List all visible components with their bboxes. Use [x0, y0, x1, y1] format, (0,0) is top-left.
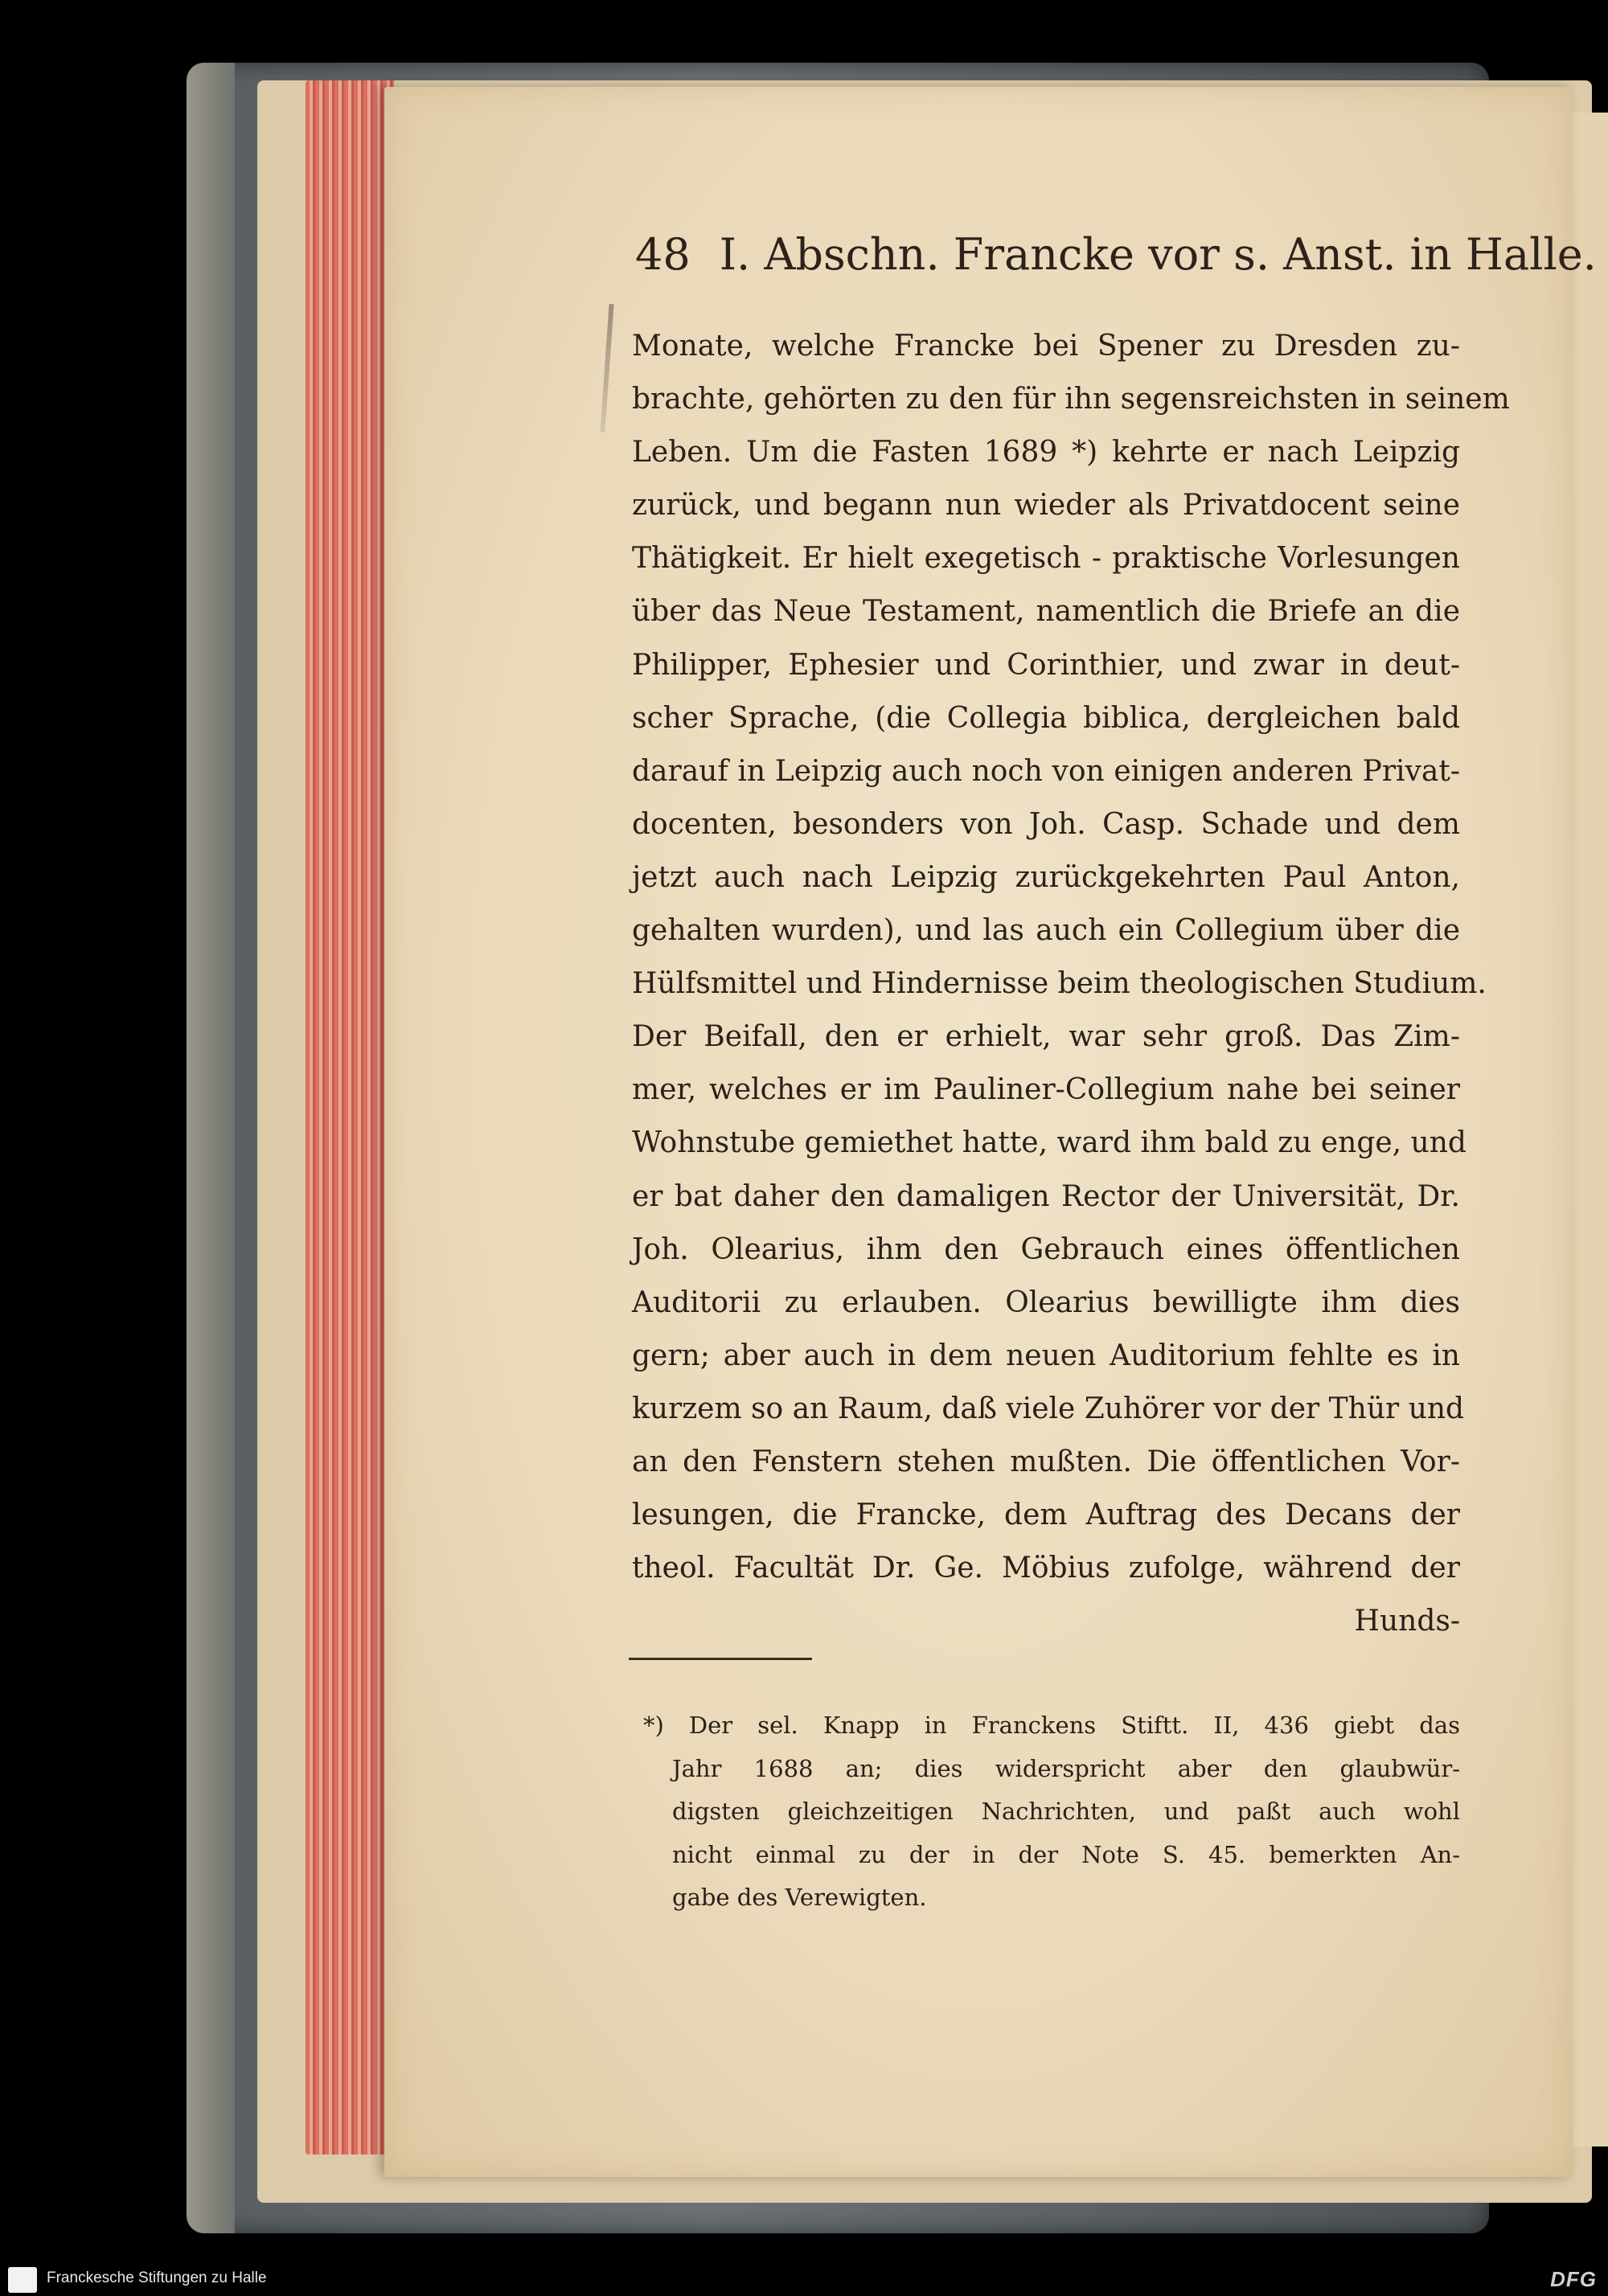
- text-line: Joh. Olearius, ihm den Gebrauch eines öffentlichen: [632, 1232, 1460, 1266]
- footnote-line: Jahr 1688 an; dies widerspricht aber den glaubwür-: [672, 1754, 1460, 1782]
- text-line: darauf in Leipzig auch noch von einigen anderen Privat-: [632, 754, 1460, 788]
- text-line: scher Sprache, (die Collegia biblica, dergleichen bald: [632, 701, 1460, 735]
- page-number: 48: [635, 229, 691, 280]
- text-line: jetzt auch nach Leipzig zurückgekehrten Paul Anton,: [632, 860, 1460, 894]
- footnote-line: nicht einmal zu der in der Note S. 45. bemerkten An-: [672, 1840, 1460, 1868]
- text-line: über das Neue Testament, namentlich die Briefe an die: [632, 595, 1460, 629]
- francke-foundation-logo-icon: [8, 2267, 37, 2293]
- text-line: lesungen, die Francke, dem Auftrag des Decans der: [632, 1499, 1460, 1532]
- red-page-edges: [306, 80, 394, 2155]
- text-line: er bat daher den damaligen Rector der Universität, Dr.: [632, 1179, 1460, 1213]
- text-line: Monate, welche Francke bei Spener zu Dresden zu-: [632, 330, 1460, 363]
- text-line: docenten, besonders von Joh. Casp. Schade und dem: [632, 807, 1460, 841]
- dfg-logo: DFG: [1550, 2267, 1597, 2291]
- text-line: gern; aber auch in dem neuen Auditorium fehlte es in: [632, 1339, 1460, 1372]
- text-line: theol. Facultät Dr. Ge. Möbius zufolge, während der: [632, 1552, 1460, 1585]
- text-line: Wohnstube gemiethet hatte, ward ihm bald zu enge, und: [632, 1126, 1466, 1160]
- footnote: [643, 1704, 1460, 1920]
- footnote-line: *) Der sel. Knapp in Franckens Stiftt. II, 436 giebt das: [643, 1712, 1460, 1739]
- text-line: Thätigkeit. Er hielt exegetisch - praktische Vorlesungen: [632, 542, 1460, 576]
- running-head: [635, 229, 1597, 293]
- institution-name: Franckesche Stiftungen zu Halle: [47, 2269, 267, 2286]
- running-head-title: I. Abschn. Francke vor s. Anst. in Halle.: [719, 229, 1597, 280]
- text-line: zurück, und begann nun wieder als Privatdocent seine: [632, 489, 1460, 523]
- body-text: [632, 320, 1510, 1648]
- text-line: Philipper, Ephesier und Corinthier, und zwar in deut-: [632, 648, 1460, 682]
- footnote-line: gabe des Verewigten.: [672, 1884, 927, 1911]
- text-line: Hülfsmittel und Hindernisse beim theologischen Studium.: [632, 967, 1487, 1001]
- text-line: Der Beifall, den er erhielt, war sehr groß. Das Zim-: [632, 1020, 1460, 1054]
- footnote-rule: [629, 1658, 812, 1660]
- text-line: mer, welches er im Pauliner-Collegium nahe bei seiner: [632, 1073, 1460, 1107]
- text-line: Auditorii zu erlauben. Olearius bewilligte ihm dies: [632, 1285, 1460, 1319]
- cover-worn-edge: [187, 63, 235, 2233]
- text-line: Leben. Um die Fasten 1689 *) kehrte er nach Leipzig: [632, 436, 1460, 469]
- viewer-footer: [0, 2264, 1608, 2296]
- catchword: Hunds-: [1354, 1605, 1460, 1638]
- text-line: an den Fenstern stehen mußten. Die öffentlichen Vor-: [632, 1445, 1460, 1478]
- text-line: brachte, gehörten zu den für ihn segensreichsten in seinem: [632, 383, 1510, 416]
- text-line: gehalten wurden), und las auch ein Collegium über die: [632, 914, 1460, 948]
- footnote-line: digsten gleichzeitigen Nachrichten, und paßt auch wohl: [672, 1798, 1460, 1825]
- text-line: kurzem so an Raum, daß viele Zuhörer vor der Thür und: [632, 1392, 1465, 1425]
